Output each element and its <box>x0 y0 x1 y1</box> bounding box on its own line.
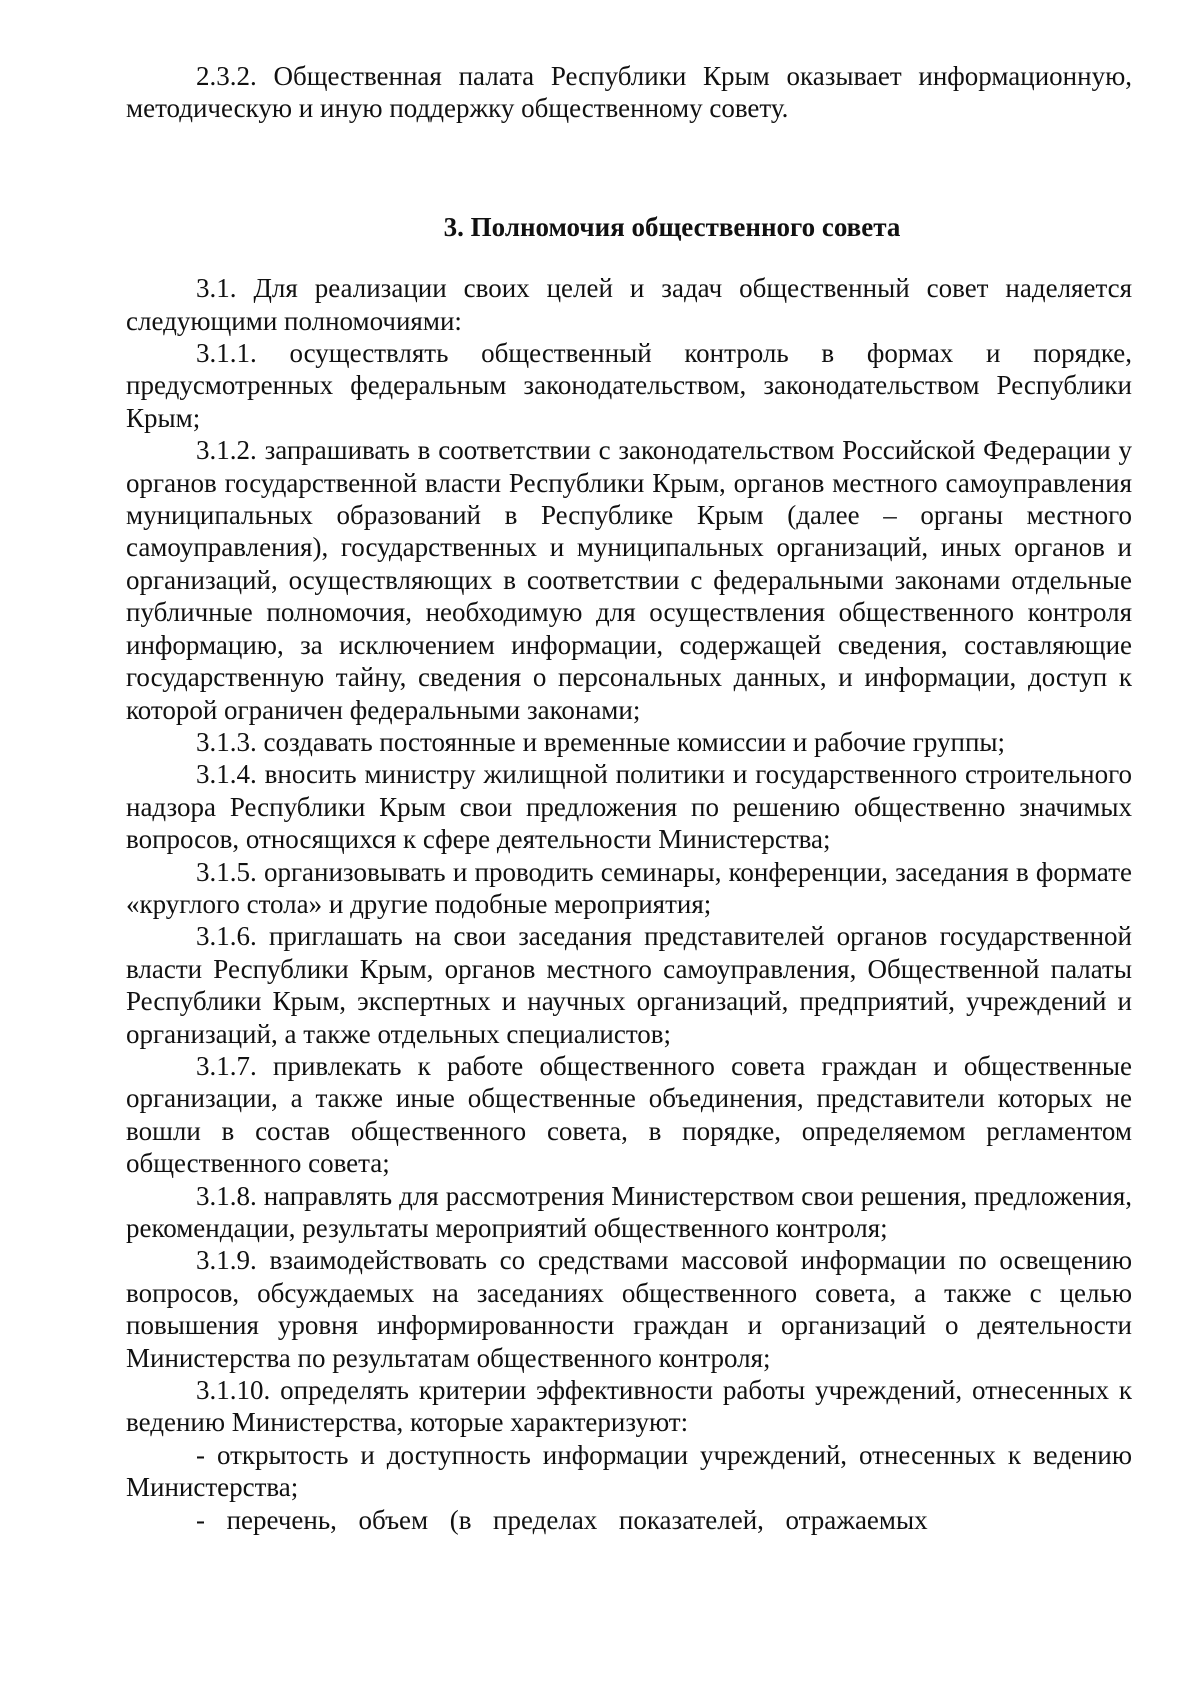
paragraph-3-1-4: 3.1.4. вносить министру жилищной политики и государственного строительного надзора Республики Крым свои предложения по решению общественно значимых вопросов, относящихся к сфере деятельности Министерства; <box>126 759 1132 855</box>
paragraph-3-1-8: 3.1.8. направлять для рассмотрения Министерством свои решения, предложения, рекомендации, результаты мероприятий общественного контроля; <box>126 1180 1132 1243</box>
bullet-openness: - открытость и доступность информации учреждений, отнесенных к ведению Министерства; <box>126 1439 1132 1503</box>
paragraph-3-1: 3.1. Для реализации своих целей и задач общественный совет наделяется следующими полномочиями: <box>126 273 1132 336</box>
paragraph-3-1-6: 3.1.6. приглашать на свои заседания представителей органов государственной власти Республики Крым, органов местного самоуправления, Общественной палаты Республики Крым, экспертных и научных организаций, предприятий, учреждений и организаций, а также отдельных специалистов; <box>126 921 1132 1049</box>
section-3-heading: 3. Полномочия общественного совета <box>443 211 901 242</box>
paragraph-3-1-2: 3.1.2. запрашивать в соответствии с законодательством Российской Федерации у органов государственной власти Республики Крым, органов местного самоуправления муниципальных образований в Республике Крым (далее – органы местного самоуправления), государственных и муниципальных организаций, иных органов и организаций, осуществляющих в соответствии с федеральными законами отдельные публичные полномочия, необходимую для осуществления общественного контроля информацию, за исключением информации, содержащей сведения, составляющие государственную тайну, сведения о персональных данных, и информации, доступ к которой ограничен федеральными законами; <box>126 435 1132 725</box>
paragraph-3-1-10: 3.1.10. определять критерии эффективности работы учреждений, отнесенных к ведению Министерства, которые характеризуют: <box>126 1375 1132 1438</box>
bullet-list-volume: - перечень, объем (в пределах показателей, отражаемых <box>196 1504 928 1535</box>
document-body <box>126 60 1132 1536</box>
paragraph-3-1-9: 3.1.9. взаимодействовать со средствами массовой информации по освещению вопросов, обсуждаемых на заседаниях общественного совета, а также с целью повышения уровня информированности граждан и организаций о деятельности Министерства по результатам общественного контроля; <box>126 1245 1132 1373</box>
paragraph-3-1-3: 3.1.3. создавать постоянные и временные комиссии и рабочие группы; <box>196 726 1006 757</box>
paragraph-3-1-1: 3.1.1. осуществлять общественный контроль в формах и порядке, предусмотренных федеральным законодательством, законодательством Республики Крым; <box>126 338 1132 433</box>
paragraph-2-3-2: 2.3.2. Общественная палата Республики Крым оказывает информационную, методическую и иную поддержку общественному совету. <box>126 61 1132 124</box>
paragraph-3-1-5: 3.1.5. организовывать и проводить семинары, конференции, заседания в формате «круглого стола» и другие подобные мероприятия; <box>126 856 1132 919</box>
paragraph-3-1-7: 3.1.7. привлекать к работе общественного совета граждан и общественные организации, а также иные общественные объединения, представители которых не вошли в состав общественного совета, в порядке, определяемом регламентом общественного совета; <box>126 1050 1132 1179</box>
